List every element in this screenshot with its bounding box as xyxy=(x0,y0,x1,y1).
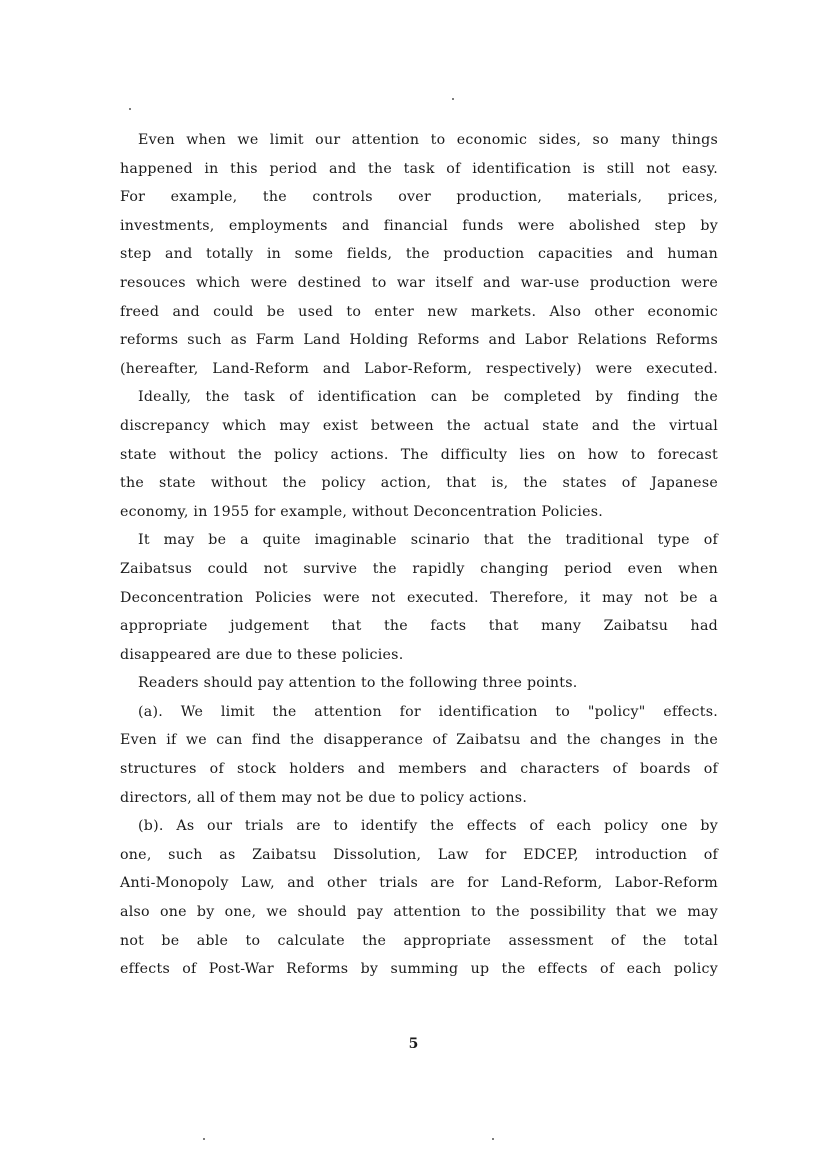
text-line: Zaibatsus could not survive the rapidly changing period even when xyxy=(120,560,718,577)
text-line: It may be a quite imaginable scinario that the traditional type of xyxy=(138,532,718,549)
text-line: (b). As our trials are to identify the effects of each policy one by xyxy=(138,818,718,835)
text-line: Deconcentration Policies were not executed. Therefore, it may not be a xyxy=(120,589,718,606)
text-line: also one by one, we should pay attention to the possibility that we may xyxy=(120,904,718,921)
text-line: For example, the controls over production, materials, prices, xyxy=(120,189,718,206)
text-line: Even if we can find the disapperance of Zaibatsu and the changes in the xyxy=(120,732,718,749)
text-line: directors, all of them may not be due to policy actions. xyxy=(120,789,528,806)
scan-speck xyxy=(492,1138,494,1140)
text-line: investments, employments and financial funds were abolished step by xyxy=(120,217,718,234)
body-text xyxy=(120,126,718,984)
text-line: disappeared are due to these policies. xyxy=(120,646,404,663)
text-line: resouces which were destined to war itself and war-use production were xyxy=(120,274,718,291)
text-line: appropriate judgement that the facts that many Zaibatsu had xyxy=(120,618,718,635)
text-line: step and totally in some fields, the production capacities and human xyxy=(120,246,718,263)
text-line: (a). We limit the attention for identification to "policy" effects. xyxy=(138,703,718,720)
page-number: 5 xyxy=(408,1036,419,1052)
text-line: the state without the policy action, that is, the states of Japanese xyxy=(120,475,718,492)
text-line: Ideally, the task of identification can be completed by finding the xyxy=(138,389,718,406)
text-line: discrepancy which may exist between the actual state and the virtual xyxy=(120,417,718,434)
text-line: Anti-Monopoly Law, and other trials are for Land-Reform, Labor-Reform xyxy=(120,875,718,892)
text-line: not be able to calculate the appropriate assessment of the total xyxy=(120,932,718,949)
text-line: structures of stock holders and members and characters of boards of xyxy=(120,761,718,778)
scan-speck xyxy=(203,1138,205,1140)
scan-speck xyxy=(129,108,131,110)
text-line: state without the policy actions. The difficulty lies on how to forecast xyxy=(120,446,718,463)
text-line: happened in this period and the task of identification is still not easy. xyxy=(120,160,718,177)
text-line: reforms such as Farm Land Holding Reforms and Labor Relations Reforms xyxy=(120,332,718,349)
text-line: freed and could be used to enter new markets. Also other economic xyxy=(120,303,718,320)
text-line: Readers should pay attention to the following three points. xyxy=(138,675,578,692)
text-line: Even when we limit our attention to economic sides, so many things xyxy=(138,132,718,148)
scan-speck xyxy=(452,98,454,100)
text-line: (hereafter, Land-Reform and Labor-Reform, respectively) were executed. xyxy=(120,360,718,377)
text-line: economy, in 1955 for example, without Deconcentration Policies. xyxy=(120,503,604,520)
text-line: one, such as Zaibatsu Dissolution, Law for EDCEP, introduction of xyxy=(120,846,718,863)
text-line: effects of Post-War Reforms by summing up the effects of each policy xyxy=(120,961,718,978)
